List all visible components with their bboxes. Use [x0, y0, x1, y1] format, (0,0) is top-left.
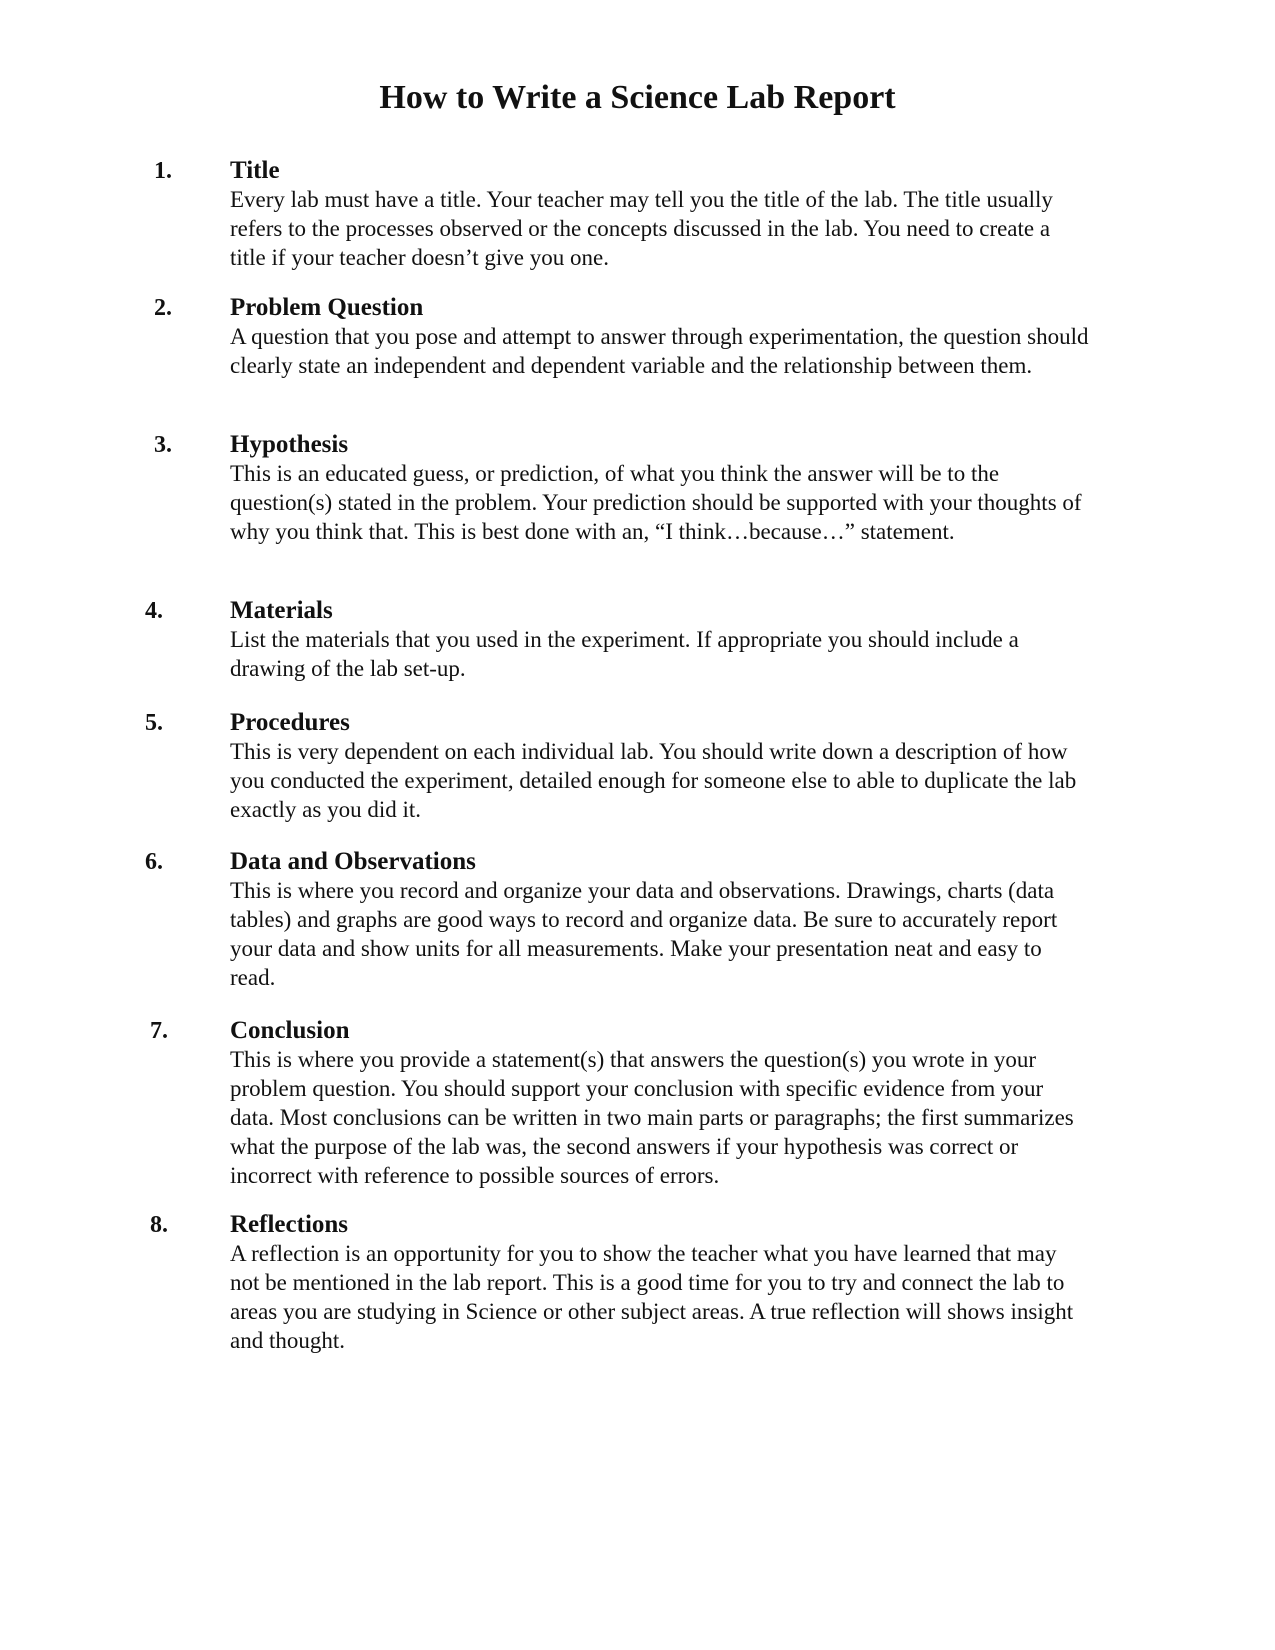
section-body: This is an educated guess, or prediction, of what you think the answer will be to the question(s) stated in the problem. Your prediction should be supported with your thoughts of why you think that. This is best done with an, “I think…because…” statement. — [230, 461, 1082, 544]
section-number: 3. — [154, 432, 172, 458]
section-heading: Procedures — [230, 709, 350, 736]
section-heading: Data and Observations — [230, 848, 476, 875]
section-body: List the materials that you used in the experiment. If appropriate you should include a drawing of the lab set-up. — [230, 627, 1019, 681]
section-number: 7. — [150, 1018, 168, 1044]
section-number: 1. — [154, 158, 172, 184]
section-body: This is very dependent on each individual lab. You should write down a description of how you conducted the experiment, detailed enough for someone else to able to duplicate the lab exactly as you did it. — [230, 739, 1077, 822]
section-heading: Reflections — [230, 1211, 349, 1238]
section-heading: Hypothesis — [230, 431, 349, 458]
page-title: How to Write a Science Lab Report — [379, 79, 896, 116]
section-number: 8. — [150, 1212, 168, 1238]
section-heading: Problem Question — [230, 294, 424, 321]
section-number: 6. — [145, 849, 163, 875]
section-body: A reflection is an opportunity for you to show the teacher what you have learned that may not be mentioned in the lab report. This is a good time for you to try and connect the lab to areas you are studying in Science or other subject areas. A true reflection will shows insight and thought. — [230, 1241, 1074, 1353]
section-heading: Materials — [230, 597, 333, 624]
section-heading: Conclusion — [230, 1017, 350, 1044]
section-number: 5. — [145, 710, 163, 736]
section-number: 2. — [154, 295, 172, 321]
section-body: This is where you record and organize your data and observations. Drawings, charts (data tables) and graphs are good ways to record and organize data. Be sure to accurately report your data and show units for all measurements. Make your presentation neat and easy to read. — [230, 878, 1058, 990]
section-body: This is where you provide a statement(s) that answers the question(s) you wrote in your problem question. You should support your conclusion with specific evidence from your data. Most conclusions can be written in two main parts or paragraphs; the first summarizes what the purpose of the lab was, the second answers if your hypothesis was correct or incorrect with reference to possible sources of errors. — [230, 1047, 1074, 1188]
section-number: 4. — [145, 598, 163, 624]
section-body: A question that you pose and attempt to answer through experimentation, the question should clearly state an independent and dependent variable and the relationship between them. — [230, 324, 1089, 378]
section-heading: Title — [230, 157, 280, 184]
section-body: Every lab must have a title. Your teacher may tell you the title of the lab. The title usually refers to the processes observed or the concepts discussed in the lab. You need to create a title if your teacher doesn’t give you one. — [230, 187, 1053, 270]
